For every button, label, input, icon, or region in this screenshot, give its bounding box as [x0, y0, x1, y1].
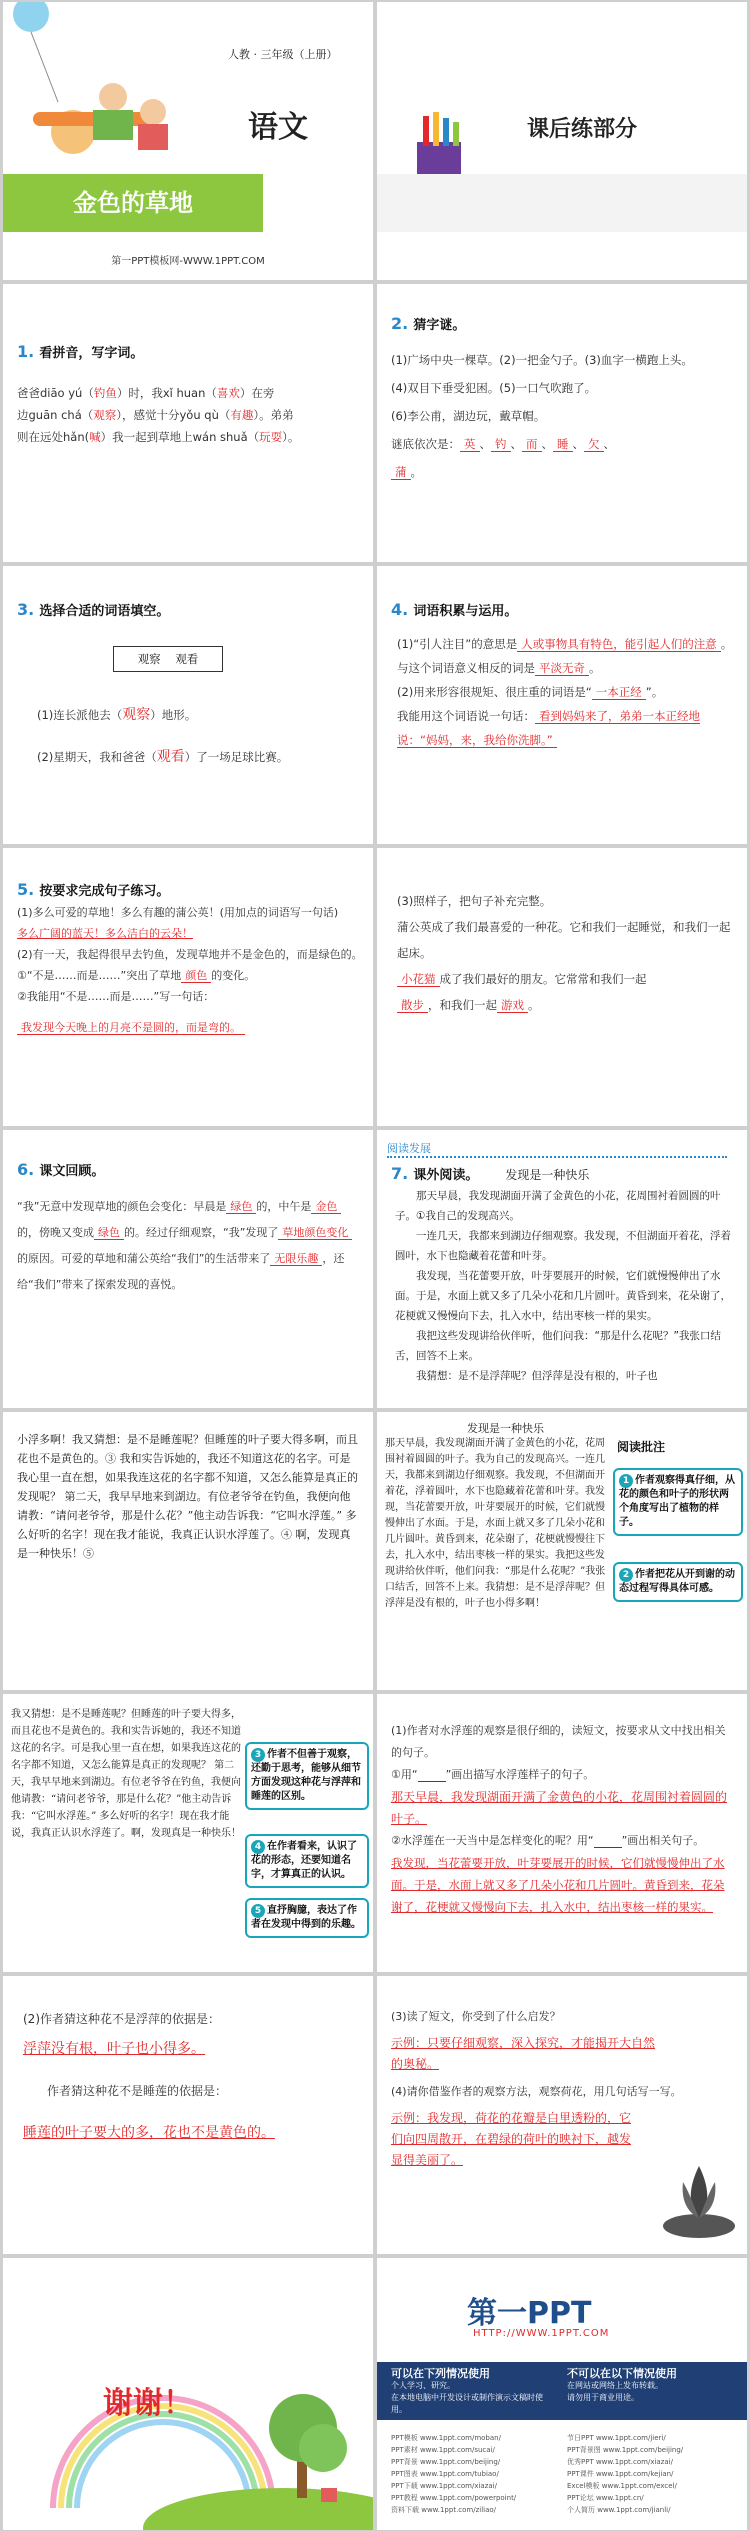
q7-part3-slide[interactable] — [377, 1976, 747, 2254]
brand-link[interactable]: PPT模板 www.1ppt.com/moban/ — [391, 2434, 501, 2442]
q7-part1-body — [391, 1720, 733, 1918]
q7-text: (1)作者对水浮莲的观察是很仔细的，读短文，按要求从文中找出相关的句子。 — [391, 1724, 726, 1759]
q7-text: ①用“ — [391, 1768, 418, 1781]
q6-answer: 绿色 — [94, 1226, 124, 1240]
subject-title: 语文 — [248, 110, 308, 145]
q1-answer: 观察 — [93, 408, 117, 422]
note-text: 作者把花从开到谢的动态过程写得具体可感。 — [619, 1569, 735, 1594]
riddle-line: (1)广场中央一棵草。(2)一把金勺子。(3)血字一横跑上头。 — [391, 353, 693, 367]
q1-body — [17, 382, 363, 448]
riddle-line: (6)李公甫，湖边玩，戴草帽。 — [391, 409, 546, 423]
q5b-text: 。 — [528, 998, 540, 1012]
q5-answer: 多么广阔的蓝天！多么洁白的云朵！ — [17, 927, 193, 940]
q5-answer: 我发现今天晚上的月亮不是圆的，而是弯的。 — [17, 1021, 245, 1035]
annotation-note — [613, 1562, 743, 1602]
q1-text: 爸爸diāo yú（ — [17, 386, 94, 400]
brand-link[interactable]: 优秀PPT www.1ppt.com/xiazai/ — [567, 2458, 673, 2466]
note-text: 直抒胸臆，表达了作者在发现中得到的乐趣。 — [251, 1905, 361, 1930]
brand-link[interactable]: Excel模板 www.1ppt.com/excel/ — [567, 2482, 677, 2490]
riddle-answer: 睡 — [553, 437, 573, 452]
q7-answer: 那天早晨，我发现湖面开满了金黄色的小花，花周围衬着圆圆的叶子。 — [391, 1790, 728, 1826]
can-use-title: 可以在下列情况使用 — [391, 2367, 490, 2380]
q7-answer: 我发现，当花蕾要开放，叶芽要展开的时候，它们就慢慢伸出了水面。于是，水面上就又多了几朵小花和几片圆叶。黄昏到来，花朵谢了，花梗就又慢慢向下去，扎入水中，结出枣核一样的果实。 — [391, 1856, 725, 1914]
note-text: 作者观察得真仔细，从花的颜色和叶子的形状两个角度写出了植物的样子。 — [619, 1475, 735, 1528]
thanks-text: 谢谢！ — [103, 2386, 193, 2421]
q4-answer: 看到妈妈来了，弟弟一本正经地说：“妈妈，来，我给你洗脚。” — [397, 709, 700, 747]
q7-text: ②水浮莲在一天当中是怎样变化的呢？用“ — [391, 1834, 594, 1847]
q5-slide[interactable] — [3, 848, 373, 1126]
brand-header — [377, 2258, 747, 2362]
q7-text: (2)作者猜这种花不是浮萍的依据是： — [23, 2012, 220, 2026]
q5-title: 按要求完成句子练习。 — [39, 884, 170, 899]
q1-answer: 钓鱼 — [93, 386, 117, 400]
q7-answer: 示例：只要仔细观察，深入探究，才能揭开大自然的奥秘。 — [391, 2036, 656, 2071]
q2-slide[interactable] — [377, 284, 747, 562]
q7-answer: 浮萍没有根，叶子也小得多。 — [23, 2041, 205, 2057]
annotation-tag: 阅读批注 — [617, 1440, 666, 1454]
q1-text: ）我一起到草地上wán shuǎ（ — [100, 430, 260, 444]
q7-part2-slide[interactable] — [3, 1976, 373, 2254]
q3-number: 3. — [17, 600, 35, 619]
brand-link[interactable]: PPT图表 www.1ppt.com/tubiao/ — [391, 2470, 499, 2478]
q1-answer: 有趣 — [230, 408, 254, 422]
can-use-line: 在本地电脑中开发设计或制作演示文稿时使用。 — [391, 2393, 543, 2414]
brand-link[interactable]: 节日PPT www.1ppt.com/jieri/ — [567, 2434, 666, 2442]
riddle-answer: 钓 — [491, 437, 511, 452]
annotated-continued-text: 我又猜想：是不是睡莲呢？但睡莲的叶子要大得多，而且花也不是黄色的。我和实告诉她的，我还不知道这花的名字。可是我心里一直在想，如果我连这花的名字都不知道，又怎么能算是真正的发现呢？ 第二天，我早早地来到湖边。有位老爷爷在钓鱼，我便向他请教：“请问老爷爷，那是什么花？”他主动告诉我：“它叫水浮莲。” 多么好听的名字！现在我才能说，我真正认识水浮莲了。啊，发现真是一种快乐！ — [11, 1709, 241, 1839]
q7-slide[interactable] — [377, 1130, 747, 1408]
riddle-answer: 蒲 — [391, 465, 411, 480]
q5-text: 的变化。 — [211, 969, 256, 982]
q1-heading — [17, 342, 143, 361]
riddle-answer: 而 — [522, 437, 542, 452]
underline-sample — [418, 1768, 446, 1782]
q5-number: 5. — [17, 880, 35, 899]
note-number-icon: 1 — [619, 1474, 633, 1488]
annotation-note — [245, 1742, 369, 1810]
story-title: 发现是一种快乐 — [505, 1168, 590, 1182]
brand-link[interactable]: PPT下载 www.1ppt.com/xiazai/ — [391, 2482, 497, 2490]
q6-answer: 金色 — [311, 1200, 341, 1214]
q6-text: “我”无意中发现草地的颜色会变化：早晨是 — [17, 1200, 227, 1213]
note-number-icon: 5 — [251, 1904, 265, 1918]
q2-title: 猜字谜。 — [413, 318, 466, 333]
brand-link[interactable]: PPT素材 www.1ppt.com/sucai/ — [391, 2446, 495, 2454]
reading-badge: 阅读发展 — [387, 1140, 727, 1158]
q7-heading — [391, 1164, 589, 1183]
q4-text: (2)用来形容很规矩、很庄重的词语是“ — [397, 685, 592, 699]
cannot-use-title: 不可以在以下情况使用 — [567, 2367, 677, 2380]
annotated-continued-slide[interactable] — [3, 1694, 373, 1972]
q1-text: ）时，我xǐ huan（ — [116, 386, 217, 400]
story-continued-text: 小浮多啊！我又猜想：是不是睡莲呢？但睡莲的叶子要大得多啊，而且花也不是黄色的。③ 我和实告诉她的，我还不知道这花的名字。可是我心里一直在想，如果我连这花的名字都不知道，又怎么能算是真正的发现呢？ 第二天，我早早地来到湖边。有位老爷爷在钓鱼，我便向他请教：“请问老爷爷，那是什么花？”他主动告诉我：“它叫水浮莲。” 多么好听的名字！现在我才能说，我真正认识水浮莲了。④ 啊，发现真是一种快乐！⑤ — [17, 1433, 358, 1560]
q1-answer: 喊 — [89, 430, 101, 444]
annotation-note — [245, 1834, 369, 1888]
q6-text: ，还给“我们”带来了探索发现的喜悦。 — [17, 1252, 345, 1291]
word-box — [113, 646, 223, 672]
brand-link[interactable]: PPT论坛 www.1ppt.cn/ — [567, 2494, 644, 2502]
annotated-text: 那天早晨，我发现湖面开满了金黄色的小花，花周围衬着圆圆的叶子。我为自己的发现高兴。一连几天，我都来到湖边仔细观察。我发现，不但湖面开着花，浮着圆叶，水下也隐藏着花蕾和叶芽。我发现，当花蕾要开放，叶芽要展开的时候，它们就慢慢伸出了水面。于是，水面上就又多了几朵小花和几片圆叶。黄昏到来，花朵谢了，花梗就慢慢往下去，扎入水中，结出枣核一样的果实。我把这些发现讲给伙伴听，他们问我：“那是什么花呢？”我张口结舌，回答不上来。我猜想：是不是浮萍呢？但浮萍是没有根的，叶子也小得多啊！ — [385, 1438, 606, 1609]
q4-body — [397, 632, 733, 752]
q5b-text: 成了我们最好的朋友。它常常和我们一起 — [439, 972, 647, 986]
annotation-note — [245, 1898, 369, 1938]
brand-link[interactable]: PPT背景 www.1ppt.com/beijing/ — [391, 2458, 501, 2466]
q6-answer: 绿色 — [226, 1200, 256, 1214]
q7-title: 课外阅读。 — [413, 1168, 479, 1183]
q1-title: 看拼音，写字词。 — [39, 346, 144, 361]
q4-text: 与这个词语意义相反的词是 — [397, 661, 535, 675]
q5b-body — [397, 888, 733, 1018]
q3-text: ）了一场足球比赛。 — [184, 750, 289, 764]
cannot-use-line: 在网站或网络上发布转载。 — [567, 2381, 663, 2390]
edition-label: 人教 · 三年级（上册） — [228, 48, 338, 61]
cover-slide[interactable] — [3, 2, 373, 280]
note-number-icon: 4 — [251, 1840, 265, 1854]
story-continued-slide[interactable] — [3, 1412, 373, 1690]
q5-text: ①“不是……而是……”突出了草地 — [17, 969, 182, 982]
q4-answer: 平淡无奇 — [535, 661, 589, 676]
cannot-use-line: 请勿用于商业用途。 — [567, 2393, 639, 2402]
q5b-text: 蒲公英成了我们最喜爱的一种花。它和我们一起睡觉，和我们一起起床。 — [397, 920, 731, 960]
section-title: 课后练部分 — [527, 117, 638, 142]
q3-text: (1)连长派他去（ — [37, 708, 123, 722]
brand-slide[interactable] — [377, 2258, 747, 2530]
brand-link[interactable]: PPT教程 www.1ppt.com/powerpoint/ — [391, 2494, 517, 2502]
riddle-answer-label: 谜底依次是： — [391, 437, 460, 451]
q1-answer: 玩耍 — [259, 430, 283, 444]
q4-answer: 一本正经 — [592, 685, 646, 700]
q4-slide[interactable] — [377, 566, 747, 844]
note-number-icon: 2 — [619, 1568, 633, 1582]
q1-number: 1. — [17, 342, 35, 361]
note-number-icon: 3 — [251, 1748, 265, 1762]
q6-answer: 无限乐趣 — [270, 1252, 322, 1266]
q7-text: ”画出描写水浮莲样子的句子。 — [445, 1768, 595, 1781]
story-body — [395, 1186, 735, 1386]
q5-heading — [17, 880, 169, 899]
brand-link[interactable]: 个人简历 www.1ppt.com/jianli/ — [567, 2506, 671, 2514]
q7-number: 7. — [391, 1164, 409, 1183]
q6-text: 的原因。可爱的草地和蒲公英给“我们”的生活带来了 — [17, 1252, 271, 1265]
q5b-answer: 游戏 — [497, 998, 528, 1013]
riddle-answer: 英 — [460, 437, 480, 452]
q5-answer: 颜色 — [181, 969, 211, 983]
q4-number: 4. — [391, 600, 409, 619]
cover-illustration — [3, 2, 373, 280]
brand-link[interactable]: 资料下载 www.1ppt.com/ziliao/ — [391, 2506, 497, 2514]
q2-number: 2. — [391, 314, 409, 333]
q3-text: (2)星期天，我和爸爸（ — [37, 750, 157, 764]
q7-text: (3)读了短文，你受到了什么启发？ — [391, 2010, 561, 2023]
q6-text: 的。经过仔细观察，“我”发现了 — [124, 1226, 279, 1239]
section-slide[interactable] — [377, 2, 747, 280]
story-paragraph: 我发现，当花蕾要开放，叶芽要展开的时候，它们就慢慢伸出了水面。于是，水面上就又多了几朵小花和几片圆叶。黄昏到来，花朵谢了，花梗就又慢慢向下去，扎入水中，结出枣核一样的果实。 — [395, 1270, 731, 1322]
word-option: 观看 — [175, 652, 199, 666]
q3-title: 选择合适的词语填空。 — [39, 604, 170, 619]
q4-title: 词语积累与运用。 — [413, 604, 518, 619]
q1-text: 边guān chá（ — [17, 408, 94, 422]
q6-answer: 草地颜色变化 — [278, 1226, 352, 1240]
q1-text: 则在远处hǎn( — [17, 430, 90, 444]
q6-body — [17, 1194, 363, 1298]
q3-heading — [17, 600, 169, 619]
brand-url[interactable]: HTTP://WWW.1PPT.COM — [473, 2328, 610, 2339]
can-use-block — [391, 2368, 551, 2416]
q1-text: ）在旁 — [239, 386, 275, 400]
q5b-text: ，和我们一起 — [428, 998, 497, 1012]
lotus-icon — [659, 2156, 739, 2246]
q6-slide[interactable] — [3, 1130, 373, 1408]
q1-answer: 喜欢 — [216, 386, 240, 400]
note-text: 在作者看来，认识了花的形态，还要知道名字，才算真正的认识。 — [251, 1841, 357, 1880]
q4-answer: 人或事物具有特色，能引起人们的注意 — [517, 637, 721, 652]
brand-link[interactable]: PPT背景图 www.1ppt.com/beijing/ — [567, 2446, 684, 2454]
story-paragraph: 我猜想：是不是浮萍呢？但浮萍是没有根的，叶子也 — [416, 1370, 658, 1382]
q7-part3-body — [391, 2006, 711, 2171]
q5b-answer: 散步 — [397, 998, 428, 1013]
q5-text: ②我能用“不是……而是……”写一句话： — [17, 990, 215, 1003]
section-band — [377, 174, 747, 232]
q5-text: (1)多么可爱的草地！多么有趣的蒲公英！(用加点的词语写一句话) — [17, 906, 339, 919]
q1-text: ），感觉十分yǒu qù（ — [116, 408, 231, 422]
q7-text: (4)请你借鉴作者的观察方法，观察荷花，用几句话写一写。 — [391, 2085, 682, 2098]
usage-band — [377, 2362, 747, 2420]
q5b-answer: 小花猫 — [397, 972, 440, 987]
q3-text: ）地形。 — [150, 708, 197, 722]
note-text: 作者不但善于观察，还勤于思考，能够从细节方面发现这种花与浮萍和睡莲的区别。 — [251, 1749, 361, 1802]
q4-text: ”。 — [645, 685, 664, 699]
q6-text: 的，傍晚又变成 — [17, 1226, 94, 1239]
annotated-reading-slide[interactable] — [377, 1412, 747, 1690]
q3-answer: 观察 — [122, 707, 151, 723]
riddle-line: (4)双目下垂受犯困。(5)一口气吹跑了。 — [391, 381, 597, 395]
thanks-slide[interactable] — [3, 2258, 373, 2530]
q7-text: ”画出相关句子。 — [621, 1834, 705, 1847]
q4-heading — [391, 600, 517, 619]
q5b-slide[interactable] — [377, 848, 747, 1126]
links-right — [567, 2432, 737, 2516]
q1-text: ）。 — [282, 430, 300, 444]
can-use-line: 个人学习、研究。 — [391, 2381, 455, 2390]
story-paragraph: 一连几天，我都来到湖边仔细观察。我发现，不但湖面开着花，浮着圆叶，水下也隐藏着花蕾和叶芽。 — [395, 1230, 731, 1262]
links-left — [391, 2432, 561, 2516]
brand-link[interactable]: PPT课件 www.1ppt.com/kejian/ — [567, 2470, 674, 2478]
q6-number: 6. — [17, 1160, 35, 1179]
q3-body — [37, 694, 367, 778]
cover-footer: 第一PPT模板网-WWW.1PPT.COM — [111, 256, 265, 267]
lesson-title: 金色的草地 — [73, 189, 193, 217]
word-option: 观察 — [137, 652, 161, 666]
cannot-use-block — [567, 2368, 737, 2404]
q4-text: 。 — [589, 661, 601, 675]
q1-text: ）。弟弟 — [253, 408, 294, 422]
underline-sample — [594, 1834, 622, 1848]
annotation-note — [613, 1468, 743, 1536]
q3-answer: 观看 — [156, 749, 185, 765]
q7-answer: 示例：我发现，荷花的花瓣是白里透粉的，它们向四周散开，在碧绿的荷叶的映衬下，越发显得美丽了。 — [391, 2111, 632, 2167]
riddle-answer: 欠 — [584, 437, 604, 452]
q4-text: 。 — [720, 637, 733, 651]
q5-text: (2)有一天，我起得很早去钓鱼，发现草地并不是金色的，而是绿色的。 — [17, 948, 363, 961]
q7-answer: 睡莲的叶子要大的多，花也不是黄色的。 — [23, 2125, 275, 2141]
q5-body — [17, 902, 363, 1038]
q6-heading — [17, 1160, 104, 1179]
q6-title: 课文回顾。 — [39, 1164, 105, 1179]
story-paragraph: 那天早晨，我发现湖面开满了金黄色的小花，花周围衬着圆圆的叶子。①我自己的发现高兴。 — [395, 1190, 721, 1222]
q5b-text: (3)照样子，把句子补充完整。 — [397, 894, 552, 908]
q7-text: 作者猜这种花不是睡莲的依据是： — [47, 2084, 228, 2098]
q4-text: (1)“引人注目”的意思是 — [397, 637, 518, 651]
q3-slide[interactable] — [3, 566, 373, 844]
story-paragraph: 我把这些发现讲给伙伴听，他们问我：“那是什么花呢？”我张口结舌，回答不上来。 — [395, 1330, 721, 1362]
q4-text: 我能用这个词语说一句话： — [397, 709, 535, 723]
q7-part2-body — [23, 2004, 359, 2148]
q6-text: 的，中午是 — [256, 1200, 312, 1213]
q1-slide[interactable] — [3, 284, 373, 562]
q2-heading — [391, 314, 465, 333]
q7-part1-slide[interactable] — [377, 1694, 747, 1972]
q2-body: (1)广场中央一棵草。(2)一把金勺子。(3)血字一横跑上头。 (4)双目下垂受犯困。(5)一口气吹跑了。 (6)李公甫，湖边玩，戴草帽。 谜底依次是： 英 、 钓 、 而 、 睡 、 欠 、 蒲 。 — [391, 346, 737, 486]
brand-logo: 第一PPT — [467, 2296, 592, 2331]
annotated-title: 发现是一种快乐 — [467, 1422, 544, 1435]
